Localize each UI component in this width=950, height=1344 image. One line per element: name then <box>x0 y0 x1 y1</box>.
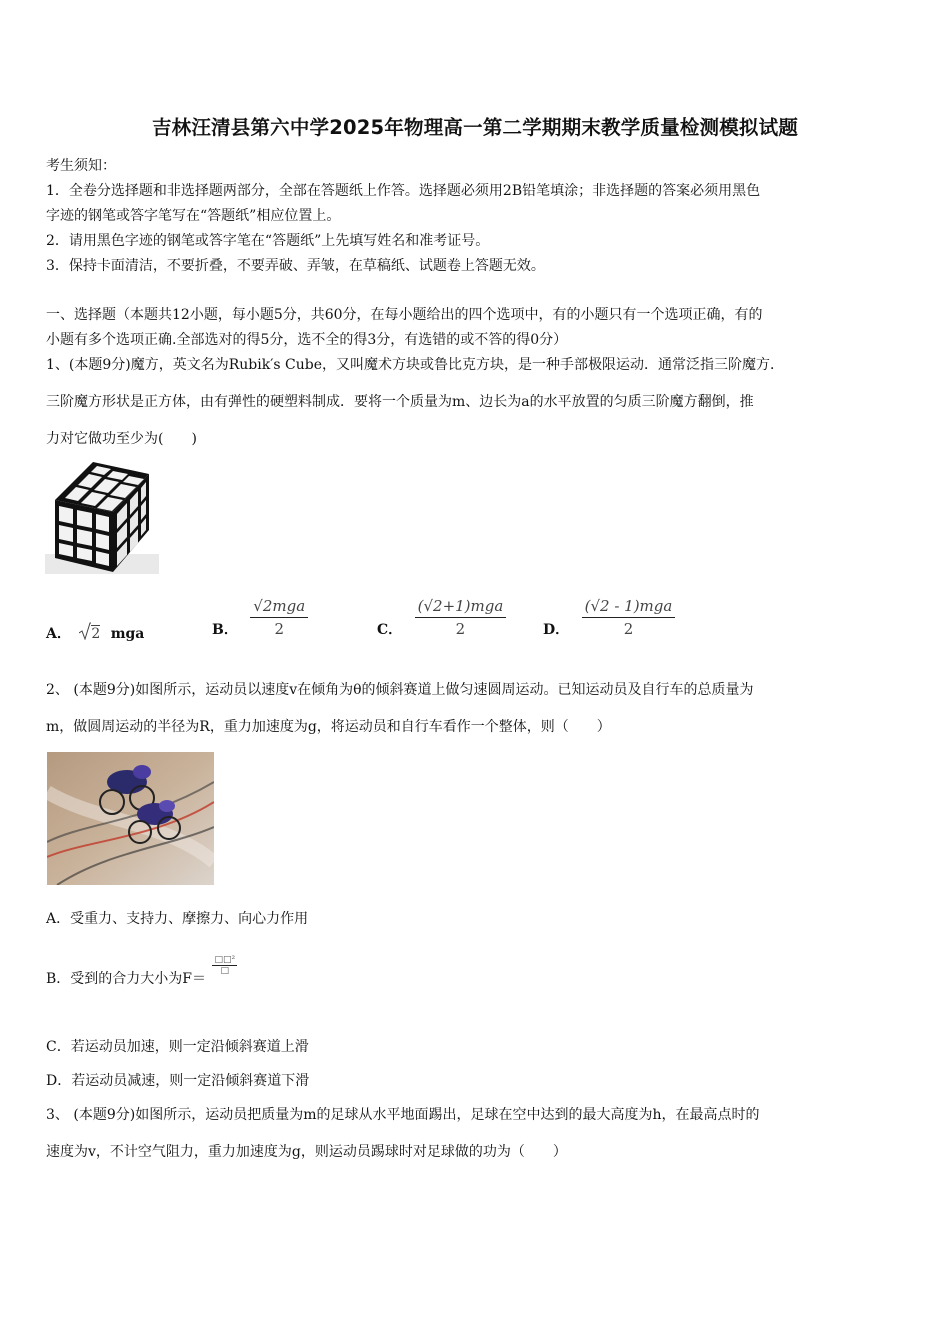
q1-option-a-text: mga <box>110 626 145 642</box>
q2-option-b-denominator: □ <box>220 965 230 976</box>
q1-option-a-label: A． <box>46 626 71 642</box>
q1-option-b[interactable] <box>212 597 308 638</box>
rubiks-cube-image <box>45 458 159 574</box>
q1-text-line2: 三阶魔方形状是正方体，由有弹性的硬塑料制成．要将一个质量为m、边长为a的水平放置的匀质三阶魔方翻倒，推 <box>46 394 754 410</box>
q1-option-a[interactable] <box>46 620 144 643</box>
notice-heading: 考生须知： <box>46 158 116 174</box>
notice-item-1: 1．全卷分选择题和非选择题两部分，全部在答题纸上作答。选择题必须用2B铅笔填涂；非选择题的答案必须用黑色 <box>46 183 761 199</box>
q1-option-d-label: D． <box>543 621 570 638</box>
q2-option-b-numerator: □□² <box>214 954 236 965</box>
q2-option-a[interactable]: A．受重力、支持力、摩擦力、向心力作用 <box>46 911 309 927</box>
q1-option-c[interactable] <box>377 597 506 638</box>
cycling-track-image <box>47 752 214 885</box>
q1-text-line3: 力对它做功至少为( ) <box>46 431 197 447</box>
q2-option-b-text: B．受到的合力大小为F＝ <box>46 971 207 987</box>
q1-option-c-label: C． <box>377 621 403 638</box>
section-heading-line2: 小题有多个选项正确.全部选对的得5分，选不全的得3分，有选错的或不答的得0分） <box>46 332 568 348</box>
q2-option-d[interactable]: D．若运动员减速，则一定沿倾斜赛道下滑 <box>46 1073 310 1089</box>
notice-item-3: 3．保持卡面清洁，不要折叠，不要弄破、弄皱，在草稿纸、试题卷上答题无效。 <box>46 258 545 274</box>
notice-item-2: 2．请用黑色字迹的钢笔或答字笔在“答题纸”上先填写姓名和准考证号。 <box>46 233 490 249</box>
page-title: 吉林汪清县第六中学2025年物理高一第二学期期末教学质量检测模拟试题 <box>151 116 799 139</box>
q1-option-c-denominator: 2 <box>455 620 466 638</box>
q1-option-d-denominator: 2 <box>623 620 634 638</box>
q1-option-b-label: B． <box>212 621 238 638</box>
notice-item-1-cont: 字迹的钢笔或答字笔写在“答题纸”相应位置上。 <box>46 208 341 224</box>
sqrt-symbol-icon <box>79 622 91 644</box>
q2-option-b[interactable] <box>46 954 237 990</box>
q1-option-d-numerator: (√2 - 1)mga <box>582 597 676 618</box>
q3-text-line2: 速度为v，不计空气阻力，重力加速度为g，则运动员踢球时对足球做的功为（ ） <box>46 1144 567 1160</box>
q2-text-line2: m，做圆周运动的半径为R，重力加速度为g，将运动员和自行车看作一个整体，则（ ） <box>46 719 611 735</box>
q2-option-c[interactable]: C．若运动员加速，则一定沿倾斜赛道上滑 <box>46 1039 309 1055</box>
q1-option-c-numerator: (√2+1)mga <box>415 597 507 618</box>
section-heading-line1: 一、选择题（本题共12小题，每小题5分，共60分，在每小题给出的四个选项中，有的小题只有一个选项正确，有的 <box>46 307 763 323</box>
q1-option-a-radicand: 2 <box>91 626 101 642</box>
q1-option-d[interactable] <box>543 597 675 638</box>
q2-text-line1: 2、 (本题9分)如图所示，运动员以速度v在倾角为θ的倾斜赛道上做匀速圆周运动。已知运动员及自行车的总质量为 <box>46 682 754 698</box>
q1-text-line1: 1、(本题9分)魔方，英文名为Rubik′s Cube，又叫魔术方块或鲁比克方块，是一种手部极限运动．通常泛指三阶魔方． <box>46 357 785 373</box>
q3-text-line1: 3、 (本题9分)如图所示，运动员把质量为m的足球从水平地面踢出，足球在空中达到的最大高度为h，在最高点时的 <box>46 1107 760 1123</box>
q1-option-b-numerator: √2mga <box>250 597 308 618</box>
q1-option-b-denominator: 2 <box>274 620 284 638</box>
